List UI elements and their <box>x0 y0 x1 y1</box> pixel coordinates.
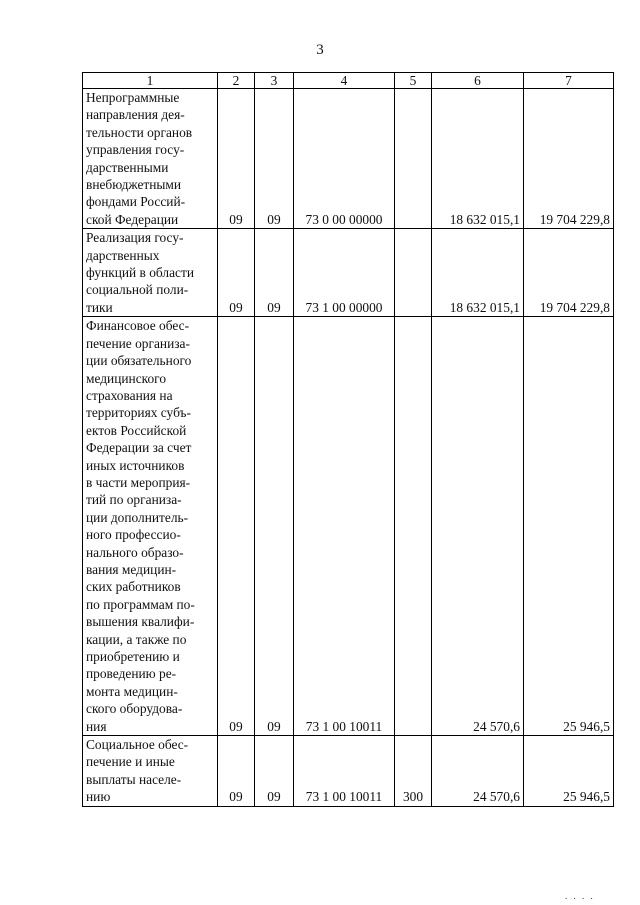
amount-col6-cell: 18 632 015,1 <box>432 229 524 317</box>
row-name-cell: Реализация госу- дарственных функций в области социальной поли- тики <box>83 229 218 317</box>
section-cell: 09 <box>218 317 255 736</box>
column-header-2: 2 <box>218 73 255 89</box>
page-number: 3 <box>316 42 324 58</box>
footer-mark: . . . . <box>565 891 595 901</box>
column-header-5: 5 <box>395 73 432 89</box>
column-header-4: 4 <box>294 73 395 89</box>
target-article-cell: 73 1 00 10011 <box>294 736 395 807</box>
table-row <box>83 229 614 317</box>
target-article-cell: 73 1 00 10011 <box>294 317 395 736</box>
amount-col7-cell: 19 704 229,8 <box>524 229 614 317</box>
subsection-cell: 09 <box>255 229 294 317</box>
amount-col7-cell: 25 946,5 <box>524 736 614 807</box>
column-header-1: 1 <box>83 73 218 89</box>
table-row <box>83 736 614 807</box>
section-cell: 09 <box>218 89 255 229</box>
subsection-cell: 09 <box>255 317 294 736</box>
target-article-cell: 73 1 00 00000 <box>294 229 395 317</box>
expense-type-cell <box>395 89 432 229</box>
budget-table <box>82 72 614 807</box>
table-header-row <box>83 73 614 89</box>
table-row <box>83 89 614 229</box>
expense-type-cell <box>395 317 432 736</box>
subsection-cell: 09 <box>255 89 294 229</box>
row-name-cell: Непрограммные направления дея- тельности органов управления госу- дарственными внебюджетными фондами Россий- ской Федерации <box>83 89 218 229</box>
table-row <box>83 317 614 736</box>
expense-type-cell: 300 <box>395 736 432 807</box>
amount-col7-cell: 25 946,5 <box>524 317 614 736</box>
target-article-cell: 73 0 00 00000 <box>294 89 395 229</box>
column-header-7: 7 <box>524 73 614 89</box>
section-cell: 09 <box>218 229 255 317</box>
row-name-cell: Социальное обес- печение и иные выплаты населе- нию <box>83 736 218 807</box>
section-cell: 09 <box>218 736 255 807</box>
column-header-3: 3 <box>255 73 294 89</box>
column-header-6: 6 <box>432 73 524 89</box>
amount-col6-cell: 18 632 015,1 <box>432 89 524 229</box>
amount-col6-cell: 24 570,6 <box>432 736 524 807</box>
subsection-cell: 09 <box>255 736 294 807</box>
expense-type-cell <box>395 229 432 317</box>
amount-col7-cell: 19 704 229,8 <box>524 89 614 229</box>
amount-col6-cell: 24 570,6 <box>432 317 524 736</box>
row-name-cell: Финансовое обес- печение организа- ции обязательного медицинского страхования на территориях субъ- ектов Российской Федерации за счет иных источников в части мероприя- тий по организа- ции дополнитель- ного профессио- нального образо- вания медицин- ских работников по программам по- вышения квалифи- кации, а также по приобретению и проведению ре- монта медицин- ского оборудова- ния <box>83 317 218 736</box>
